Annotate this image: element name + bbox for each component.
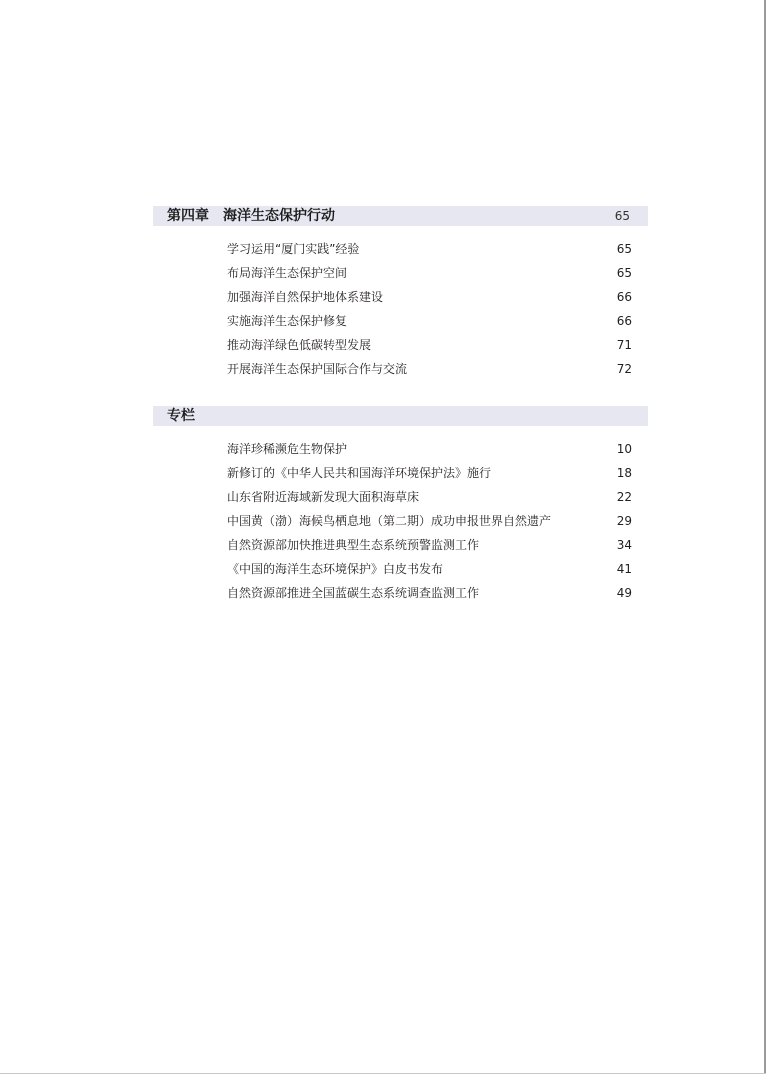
toc-entry[interactable] bbox=[227, 533, 632, 557]
columns-header[interactable] bbox=[153, 406, 648, 426]
toc-entry-page: 10 bbox=[616, 442, 632, 456]
toc-entry-title: 海洋珍稀濒危生物保护 bbox=[227, 442, 348, 456]
toc-entry[interactable] bbox=[227, 437, 632, 461]
chapter-4-header[interactable] bbox=[153, 206, 648, 226]
toc-entry-page: 41 bbox=[616, 562, 632, 576]
toc-entry-page: 29 bbox=[616, 514, 632, 528]
toc-entry[interactable] bbox=[227, 485, 632, 509]
toc-entry-page: 72 bbox=[616, 362, 632, 376]
toc-entry-title: 布局海洋生态保护空间 bbox=[227, 266, 348, 280]
toc-entry[interactable] bbox=[227, 557, 632, 581]
toc-entry-page: 65 bbox=[616, 242, 632, 256]
toc-entry-title: 新修订的《中华人民共和国海洋环境保护法》施行 bbox=[227, 466, 492, 480]
toc-entry[interactable] bbox=[227, 461, 632, 485]
toc-entry-page: 71 bbox=[616, 338, 632, 352]
toc-entry-page: 65 bbox=[616, 266, 632, 280]
chapter-4-heading bbox=[167, 206, 335, 226]
toc-entry-page: 34 bbox=[616, 538, 632, 552]
toc-entry-title: 自然资源部加快推进典型生态系统预警监测工作 bbox=[227, 538, 480, 552]
toc-entry[interactable] bbox=[227, 309, 632, 333]
toc-entry[interactable] bbox=[227, 333, 632, 357]
toc-entry-page: 66 bbox=[616, 314, 632, 328]
toc-entry-title: 中国黄（渤）海候鸟栖息地（第二期）成功申报世界自然遗产 bbox=[227, 514, 552, 528]
toc-entry-title: 实施海洋生态保护修复 bbox=[227, 314, 348, 328]
chapter-4-entries bbox=[227, 237, 632, 381]
toc-entry-title: 自然资源部推进全国蓝碳生态系统调查监测工作 bbox=[227, 586, 480, 600]
toc-entry-title: 山东省附近海域新发现大面积海草床 bbox=[227, 490, 420, 504]
toc-entry-page: 22 bbox=[616, 490, 632, 504]
toc-entry-title: 开展海洋生态保护国际合作与交流 bbox=[227, 362, 408, 376]
toc-entry[interactable] bbox=[227, 237, 632, 261]
toc-entry-title: 加强海洋自然保护地体系建设 bbox=[227, 290, 384, 304]
column-entries bbox=[227, 437, 632, 605]
chapter-4-number: 第四章 bbox=[167, 208, 209, 224]
toc-entry-title: 推动海洋绿色低碳转型发展 bbox=[227, 338, 372, 352]
chapter-4-title: 海洋生态保护行动 bbox=[223, 208, 335, 224]
toc-entry-title: 《中国的海洋生态环境保护》白皮书发布 bbox=[227, 562, 444, 576]
toc-entry-page: 18 bbox=[616, 466, 632, 480]
toc-entry[interactable] bbox=[227, 509, 632, 533]
toc-entry[interactable] bbox=[227, 357, 632, 381]
columns-heading: 专栏 bbox=[167, 408, 195, 424]
chapter-4-page-number: 65 bbox=[614, 209, 630, 223]
toc-entry-page: 49 bbox=[616, 586, 632, 600]
toc-entry-page: 66 bbox=[616, 290, 632, 304]
toc-entry[interactable] bbox=[227, 285, 632, 309]
toc-entry[interactable] bbox=[227, 261, 632, 285]
toc-entry[interactable] bbox=[227, 581, 632, 605]
toc-entry-title: 学习运用“厦门实践”经验 bbox=[227, 242, 360, 256]
